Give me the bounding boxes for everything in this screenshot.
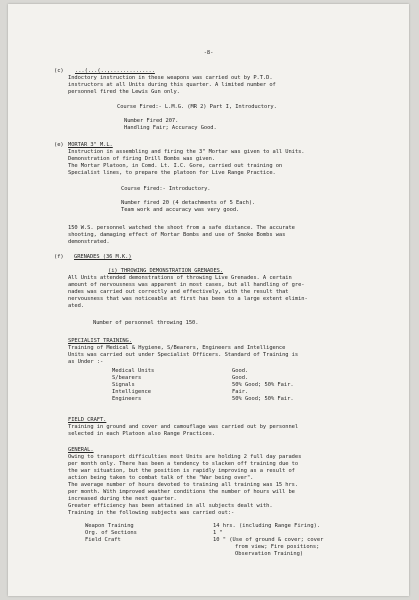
section-c-heading: ...(...(..,.............. (75, 68, 155, 74)
general-line-1: Owing to transport difficulties most Units are holding 2 full day parades (68, 454, 302, 460)
general-heading: GENERAL. (68, 447, 94, 453)
section-e-line-3: The Mortar Platoon, in Comd. Lt. I.C. Gore, carried out training on (68, 163, 283, 169)
general-line-7: increased during the next quarter. (68, 496, 177, 502)
specialist-heading: SPECIALIST TRAINING. (68, 338, 132, 344)
general-line-2: per month only. There has been a tendency to slacken off training due to (68, 461, 299, 467)
section-e-marker: (e) (54, 142, 64, 148)
section-f-subheading: (i) THROWING DEMONSTRATION GRENADES. (108, 268, 224, 274)
section-f-marker: (f) (54, 254, 64, 260)
general-line-4: action being taken to combat talk of the "War being over". (68, 475, 254, 481)
specialist-row-name: Engineers (112, 396, 142, 402)
section-e-teamwork: Team work and accuracy was very good. (121, 207, 240, 213)
section-e-heading: MORTAR 3" M.L. (68, 142, 113, 148)
specialist-row-value: 50% Good; 50% Fair. (232, 382, 294, 388)
training-row-name: Field Craft (85, 537, 121, 543)
fieldcraft-line-2: selected in each Platoon also Range Practices. (68, 431, 215, 437)
section-c-line-1: Indoctory instruction in these weapons was carried out by P.T.D. (68, 75, 273, 81)
section-e-extra-3: demonstrated. (68, 239, 110, 245)
specialist-line-3: as Under :- (68, 359, 104, 365)
section-f-number-throwing: Number of personnel throwing 150. (93, 320, 199, 326)
general-line-5: The average number of hours devoted to training all training was 15 hrs. (68, 482, 299, 488)
training-row-name: Org. of Sections (85, 530, 137, 536)
specialist-row-value: Fair. (232, 389, 249, 395)
general-line-8: Greater efficiency has been attained in all subjects dealt with. (68, 503, 273, 509)
specialist-line-2: Units was carried out under Specialist Officers. Standard of Training is (68, 352, 299, 358)
section-e-line-1: Instruction in assembling and firing the 3" Mortar was given to all Units. (68, 149, 305, 155)
section-c-course-fired: Course Fired:- L.M.G. (MR 2) Part I, Introductory. (117, 104, 277, 110)
general-line-3: the war situation, but the position is rapidly improving as a result of (68, 468, 295, 474)
fieldcraft-line-1: Training in ground and cover and camouflage was carried out by personnel (68, 424, 299, 430)
section-c-handling: Handling Fair; Accuracy Good. (124, 125, 217, 131)
section-f-line-4: nervousness that was noticeable at first has been to a large extent elimin- (68, 296, 308, 302)
section-c-line-3: personnel fired the Lewis Gun only. (68, 89, 180, 95)
specialist-row-name: Medical Units (112, 368, 155, 374)
section-e-course-fired: Course Fired:- Introductory. (121, 186, 211, 192)
specialist-row-name: S/bearers (112, 375, 142, 381)
section-e-extra-1: 150 W.S. personnel watched the shoot from a safe distance. The accurate (68, 225, 295, 231)
training-row-continuation: Observation Training) (235, 551, 304, 557)
training-row-continuation: from view; Fire positions; (235, 544, 320, 550)
section-f-line-2: amount of nervousness was apparent in most cases, but all handling of gre- (68, 282, 305, 288)
specialist-row-name: Intelligence (112, 389, 151, 395)
section-e-number-fired: Number fired 20 (4 detachments of 5 Each). (121, 200, 256, 206)
specialist-row-value: Good. (232, 368, 249, 374)
section-f-line-3: nades was carried out correctly and effectively, with the result that (68, 289, 289, 295)
specialist-line-1: Training of Medical & Hygiene, S/Bearers, Engineers and Intelligence (68, 345, 286, 351)
training-row-value: 14 hrs. (including Range Firing). (213, 523, 321, 529)
section-f-line-5: ated. (68, 303, 84, 309)
general-line-9: Training in the following subjects was carried out:- (68, 510, 235, 516)
document-page (8, 4, 409, 596)
section-c-marker: (c) (54, 68, 64, 74)
section-e-line-4: Specialist lines, to prepare the platoon for Live Range Practice. (68, 170, 276, 176)
training-row-name: Weapon Training (85, 523, 134, 529)
general-line-6: per month. With improved weather conditions the number of hours will be (68, 489, 295, 495)
specialist-row-value: Good. (232, 375, 249, 381)
training-row-value: 1 " (213, 530, 223, 536)
section-e-line-2: Demonstration of firing Drill Bombs was given. (68, 156, 215, 162)
section-e-extra-2: shooting, damaging effect of Mortar Bombs and use of Smoke Bombs was (68, 232, 286, 238)
fieldcraft-heading: FIELD CRAFT. (68, 417, 107, 423)
section-c-line-2: instructors at all Units during this quarter. A limited number of (68, 82, 276, 88)
section-f-line-1: All Units attended demonstrations of throwing Live Grenades. A certain (68, 275, 292, 281)
specialist-row-value: 50% Good; 50% Fair. (232, 396, 294, 402)
section-c-number-fired: Number Fired 207. (124, 118, 179, 124)
training-row-value: 10 " (Use of ground & cover; cover (213, 537, 324, 543)
page-number: -8- (203, 50, 214, 56)
specialist-row-name: Signals (112, 382, 135, 388)
section-f-heading: GRENADES (36 M.K.) (74, 254, 132, 260)
